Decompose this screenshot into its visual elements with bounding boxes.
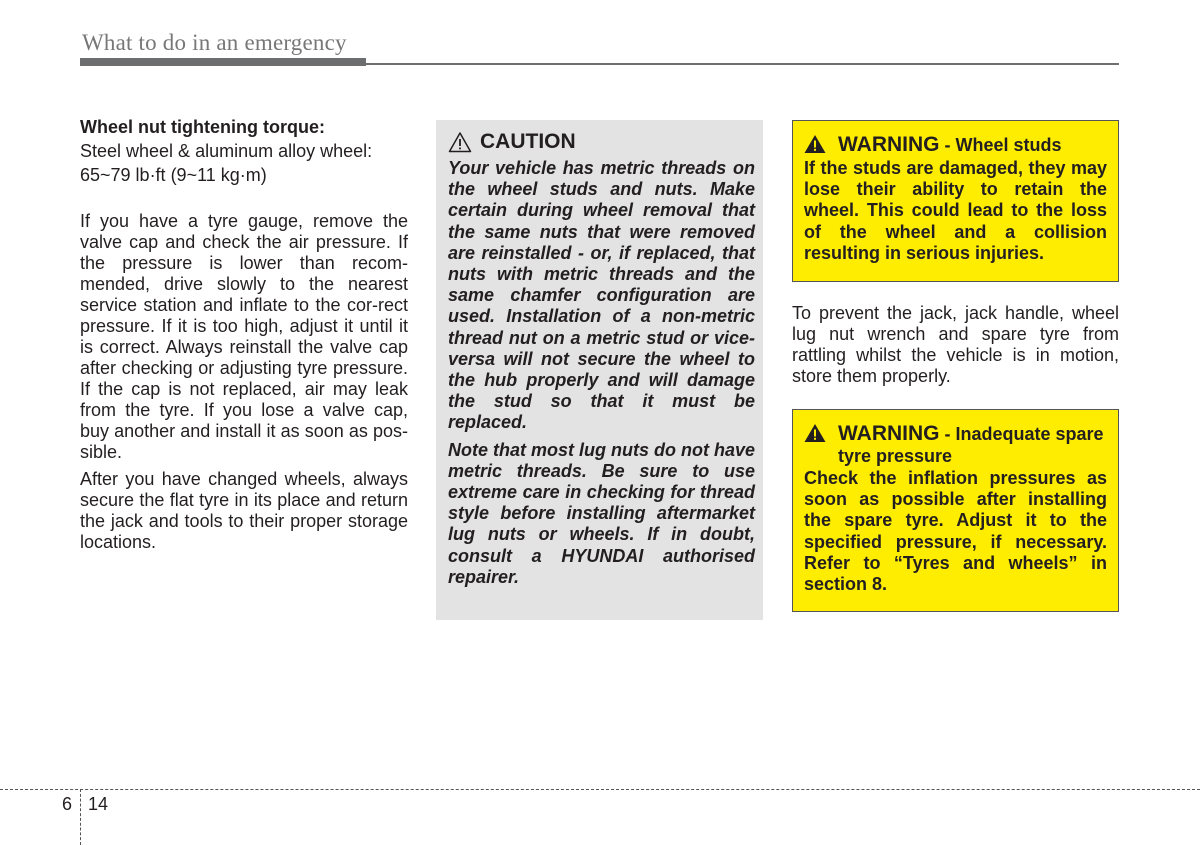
footer-dashed-divider [80,789,81,845]
torque-value: 65~79 lb·ft (9~11 kg·m) [80,165,267,185]
caution-paragraph-2: Note that most lug nuts do not have metric threads. Be sure to use extreme care in checking for thread style before installing aftermarket lug nuts or wheels. If in doubt, consult a HYUNDAI authorised repairer. [448,439,755,587]
chapter-number: 6 [62,794,73,814]
caution-paragraph-1: Your vehicle has metric threads on the wheel studs and nuts. Make certain during wheel removal that the same nuts that were removed are reinstalled - or, if replaced, that nuts with metric threads and the same chamfer configuration are used. Installation of a non-metric thread nut on a metric stud or vice-versa will not secure the wheel to the hub properly and will damage the stud so that it must be replaced. [448,158,755,433]
header-rule-thick [80,58,366,66]
torque-heading: Wheel nut tightening torque: [80,117,325,137]
left-column [80,117,408,553]
after-change-paragraph: After you have changed wheels, always secure the flat tyre in its place and return the jack and tools to their proper storage locations. [80,469,408,552]
storage-paragraph: To prevent the jack, jack handle, wheel lug nut wrench and spare tyre from rattling whilst the vehicle is in motion, store them properly. [792,303,1119,386]
warning-box-wheel-studs [792,120,1119,282]
caution-header [448,130,755,154]
warning-triangle-icon [804,423,826,443]
warning-header [804,133,1107,157]
warning-box-spare-pressure [792,409,1119,612]
warning-body: Check the inflation pressures as soon as possible after installing the spare tyre. Adjust it to the specified pressure, if necessary. Refer to “Tyres and wheels” in section 8. [804,468,1107,595]
tyre-gauge-paragraph: If you have a tyre gauge, remove the valve cap and check the air pressure. If the pressure is lower than recom-mended, drive slowly to the nearest service station and inflate to the cor-rect pressure. If it is too high, adjust it until it is correct. Always reinstall the valve cap after checking or adjusting tyre pressure. If the cap is not replaced, air may leak from the tyre. If you lose a valve cap, buy another and install it as soon as pos-sible. [80,211,408,462]
warning-label: WARNING [838,422,940,445]
page-header-title: What to do in an emergency [82,30,347,55]
warning-body: If the studs are damaged, they may lose their ability to retain the wheel. This could lead to the loss of the wheel and a collision resulting in serious injuries. [804,158,1107,263]
header-rule-thin [366,63,1119,65]
caution-box [436,120,763,620]
torque-wheel-type: Steel wheel & aluminum alloy wheel: [80,141,373,161]
page-number: 14 [88,794,109,814]
caution-title: CAUTION [480,130,576,153]
caution-triangle-icon [448,131,472,153]
footer-dashed-rule [0,789,1200,790]
warning-header [804,422,1107,467]
storage-paragraph-block [792,303,1119,387]
warning-triangle-icon [804,134,826,154]
warning-label: WARNING [838,133,940,156]
warning-subtitle: - Wheel studs [939,135,1062,155]
warning-subtitle: - Inadequate spare tyre pressure [838,424,1104,466]
